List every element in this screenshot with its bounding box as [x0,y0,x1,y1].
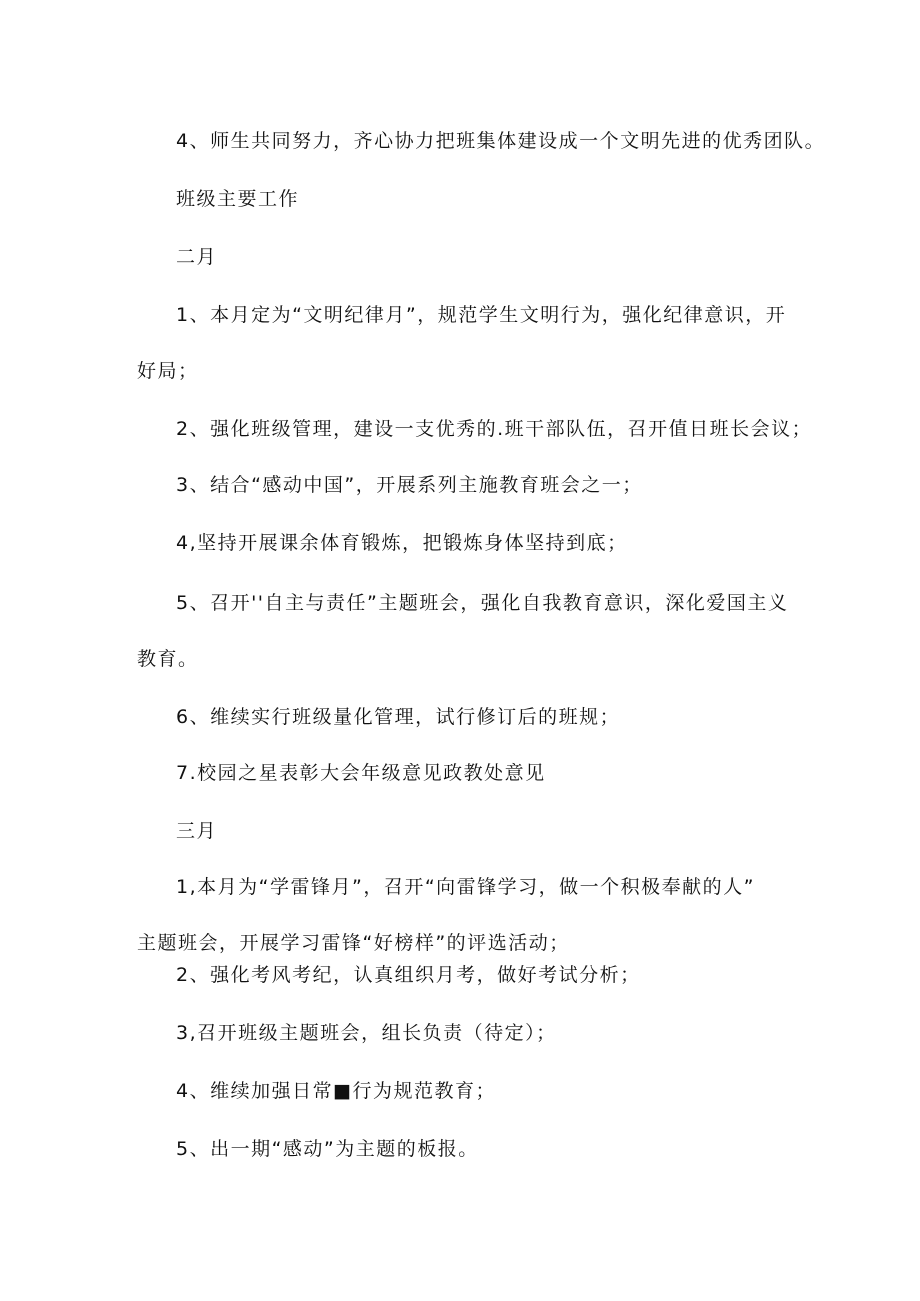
february-item-3: 3、结合“感动中国”，开展系列主施教育班会之一； [176,474,643,496]
february-item-1-line-1: 1、本月定为“文明纪律月”，规范学生文明行为，强化纪律意识，开 [176,304,787,326]
section-heading: 班级主要工作 [176,188,300,210]
march-item-1-line-2: 主题班会，开展学习雷锋“好榜样”的评选活动； [137,932,570,954]
february-item-1-line-2: 好局； [137,360,199,382]
march-item-3: 3,召开班级主题班会，组长负责（待定）； [176,1022,557,1044]
march-item-5: 5、出一期“感动”为主题的板报。 [176,1138,479,1160]
february-item-5-line-2: 教育。 [137,648,199,670]
march-item-4: 4、维续加强日常■行为规范教育； [176,1080,497,1102]
february-item-4: 4,坚持开展课余体育锻炼，把锻炼身体坚持到底； [176,532,628,554]
month-heading-march: 三月 [176,820,218,842]
february-item-6: 6、维续实行班级量化管理，试行修订后的班规； [176,706,621,728]
february-item-5-line-1: 5、召开''自主与责任”主题班会，强化自我教育意识，深化爱国主义 [176,592,789,614]
february-item-2: 2、强化班级管理，建设一支优秀的.班干部队伍，召开值日班长会议； [176,418,813,440]
march-item-2: 2、强化考风考纪，认真组织月考，做好考试分析； [176,964,641,986]
goal-item-4: 4、师生共同努力，齐心协力把班集体建设成一个文明先进的优秀团队。 [176,130,826,152]
month-heading-february: 二月 [176,246,218,268]
february-item-7: 7.校园之星表彰大会年级意见政教处意见 [176,762,546,784]
march-item-1-line-1: 1,本月为“学雷锋月”，召开“向雷锋学习，做一个积极奉献的人” [176,876,756,898]
